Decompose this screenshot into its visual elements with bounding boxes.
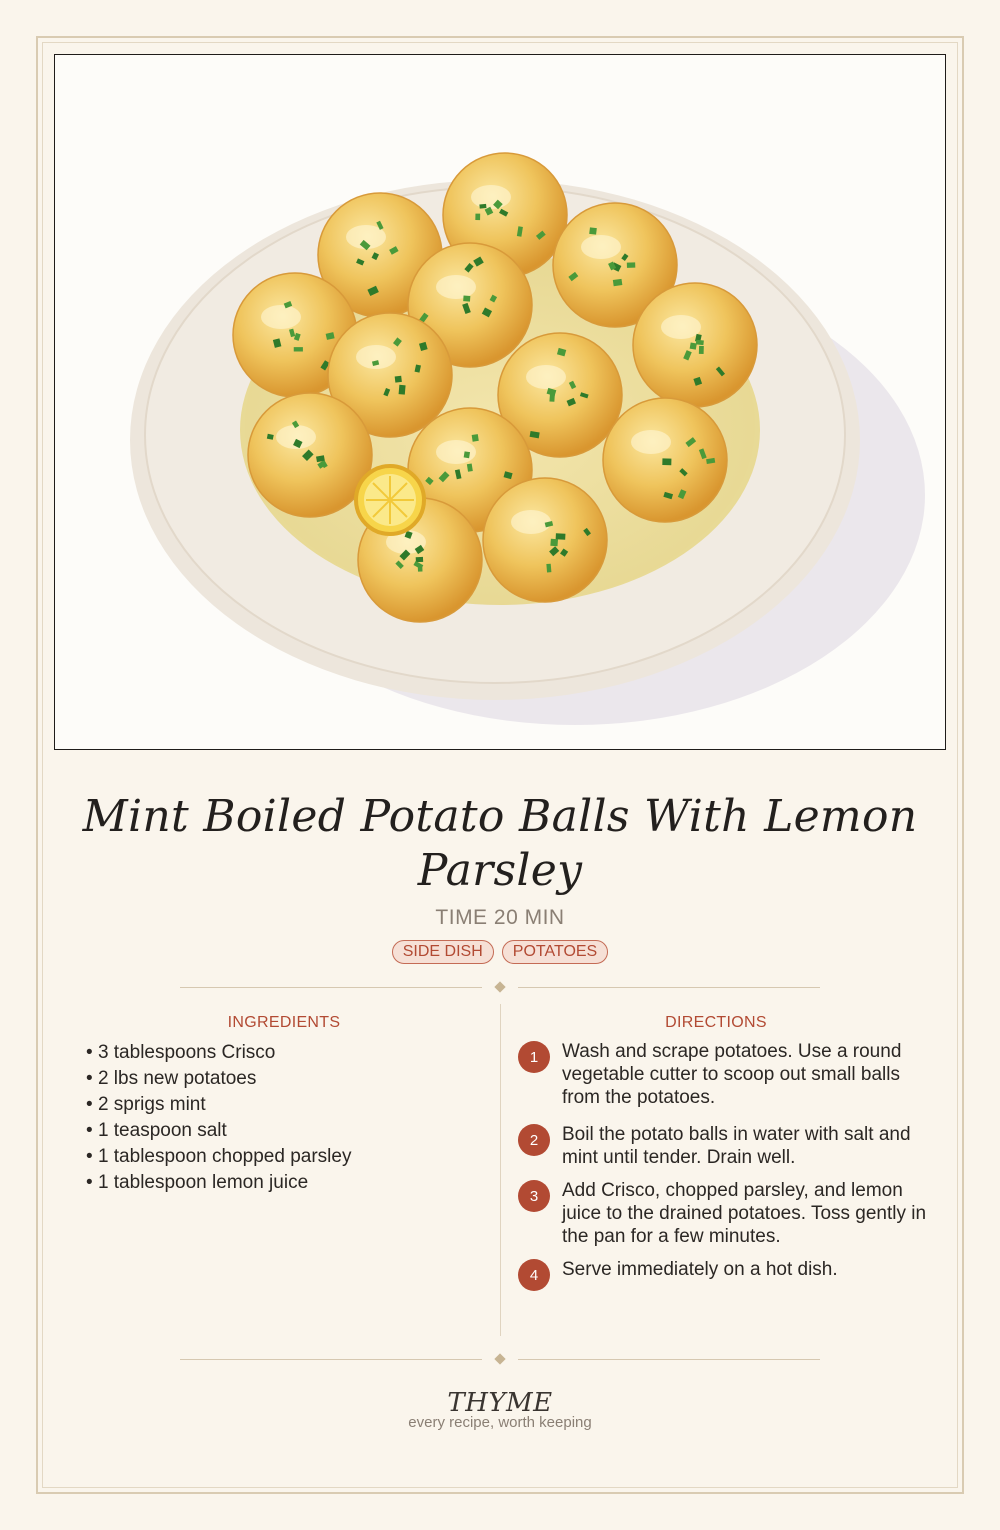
recipe-photo — [54, 54, 946, 750]
direction-step — [518, 1123, 928, 1169]
ingredient-item: • 2 lbs new potatoes — [86, 1066, 351, 1092]
column-separator — [500, 1004, 501, 1336]
step-number-badge: 4 — [518, 1259, 550, 1291]
ingredients-list — [86, 1040, 351, 1196]
lemon-slice-illustration — [356, 466, 424, 534]
directions-list — [518, 1040, 928, 1284]
step-text: Add Crisco, chopped parsley, and lemon juice to the drained potatoes. Toss gently in the pan for a few minutes. — [562, 1180, 927, 1247]
ingredient-item: • 3 tablespoons Crisco — [86, 1040, 351, 1066]
diamond-ornament-icon — [494, 981, 505, 992]
direction-step — [518, 1040, 928, 1109]
top-divider — [180, 982, 820, 994]
step-text: Serve immediately on a hot dish. — [562, 1259, 838, 1280]
brand-logo: THYME — [447, 1388, 553, 1418]
direction-step — [518, 1179, 928, 1248]
ingredient-item: • 1 tablespoon lemon juice — [86, 1170, 351, 1196]
tag-side-dish[interactable]: SIDE DISH — [392, 940, 494, 964]
tag-potatoes[interactable]: POTATOES — [502, 940, 608, 964]
step-text: Boil the potato balls in water with salt and mint until tender. Drain well. — [562, 1124, 911, 1168]
direction-step — [518, 1258, 928, 1284]
brand-tagline: every recipe, worth keeping — [408, 1414, 592, 1431]
bottom-divider — [180, 1354, 820, 1366]
ingredient-item: • 1 teaspoon salt — [86, 1118, 351, 1144]
step-number-badge: 1 — [518, 1041, 550, 1073]
ingredient-item: • 1 tablespoon chopped parsley — [86, 1144, 351, 1170]
cook-time: TIME 20 MIN — [435, 906, 565, 929]
step-text: Wash and scrape potatoes. Use a round vegetable cutter to scoop out small balls from the potatoes. — [562, 1041, 902, 1108]
directions-heading: DIRECTIONS — [665, 1014, 767, 1031]
recipe-title: Mint Boiled Potato Balls With Lemon Parsley — [82, 791, 918, 896]
diamond-ornament-icon — [494, 1353, 505, 1364]
step-number-badge: 3 — [518, 1180, 550, 1212]
ingredients-heading: INGREDIENTS — [227, 1014, 341, 1031]
tag-list — [0, 940, 1000, 964]
ingredient-item: • 2 sprigs mint — [86, 1092, 351, 1118]
step-number-badge: 2 — [518, 1124, 550, 1156]
